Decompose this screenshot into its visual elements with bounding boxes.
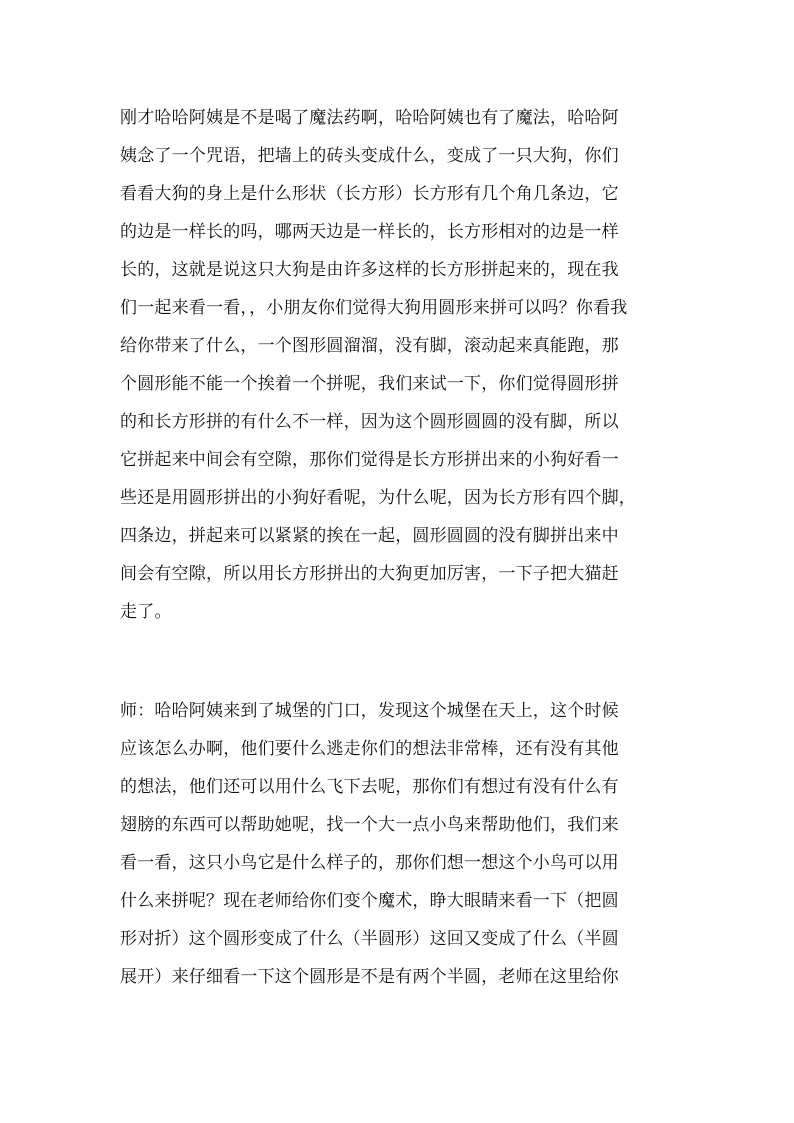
text-line: 展开）来仔细看一下这个圆形是不是有两个半圆，老师在这里给你: [120, 967, 619, 987]
text-line: 刚才哈哈阿姨是不是喝了魔法药啊，哈哈阿姨也有了魔法，哈哈阿: [120, 108, 619, 128]
text-line: 个圆形能不能一个挨着一个拼呢，我们来试一下，你们觉得圆形拼: [120, 374, 619, 394]
text-line: 些还是用圆形拼出的小狗好看呢，为什么呢，因为长方形有四个脚，: [120, 488, 636, 508]
text-line: 看看大狗的身上是什么形状（长方形）长方形有几个角几条边，它: [120, 184, 619, 204]
text-line: 姨念了一个咒语，把墙上的砖头变成什么，变成了一只大狗，你们: [120, 146, 619, 166]
text-line: 翅膀的东西可以帮助她呢，找一个大一点小鸟来帮助他们，我们来: [120, 815, 619, 835]
text-line: 的想法，他们还可以用什么飞下去呢，那你们有想过有没有什么有: [120, 777, 619, 797]
text-line: 间会有空隙，所以用长方形拼出的大狗更加厉害，一下子把大猫赶: [120, 564, 619, 584]
text-line: 什么来拼呢？现在老师给你们变个魔术，睁大眼睛来看一下（把圆: [120, 891, 619, 911]
text-line: 的边是一样长的吗，哪两天边是一样长的，长方形相对的边是一样: [120, 222, 619, 242]
text-line: 师：哈哈阿姨来到了城堡的门口，发现这个城堡在天上，这个时候: [120, 701, 619, 721]
text-line: 形对折）这个圆形变成了什么（半圆形）这回又变成了什么（半圆: [120, 929, 619, 949]
text-line: 给你带来了什么，一个图形圆溜溜，没有脚，滚动起来真能跑，那: [120, 336, 619, 356]
text-line: 应该怎么办啊，他们要什么逃走你们的想法非常棒，还有没有其他: [120, 739, 619, 759]
text-line: 长的，这就是说这只大狗是由许多这样的长方形拼起来的，现在我: [120, 260, 619, 280]
text-line: 们一起来看一看，，小朋友你们觉得大狗用圆形来拼可以吗？你看我: [120, 298, 628, 318]
paragraph-1: [120, 99, 680, 631]
text-line: 它拼起来中间会有空隙，那你们觉得是长方形拼出来的小狗好看一: [120, 450, 619, 470]
text-line: 看一看，这只小鸟它是什么样子的，那你们想一想这个小鸟可以用: [120, 853, 619, 873]
text-line: 四条边，拼起来可以紧紧的挨在一起，圆形圆圆的没有脚拼出来中: [120, 526, 619, 546]
paragraph-2: [120, 692, 680, 996]
text-line: 的和长方形拼的有什么不一样，因为这个圆形圆圆的没有脚，所以: [120, 412, 619, 432]
text-line: 走了。: [120, 602, 172, 622]
